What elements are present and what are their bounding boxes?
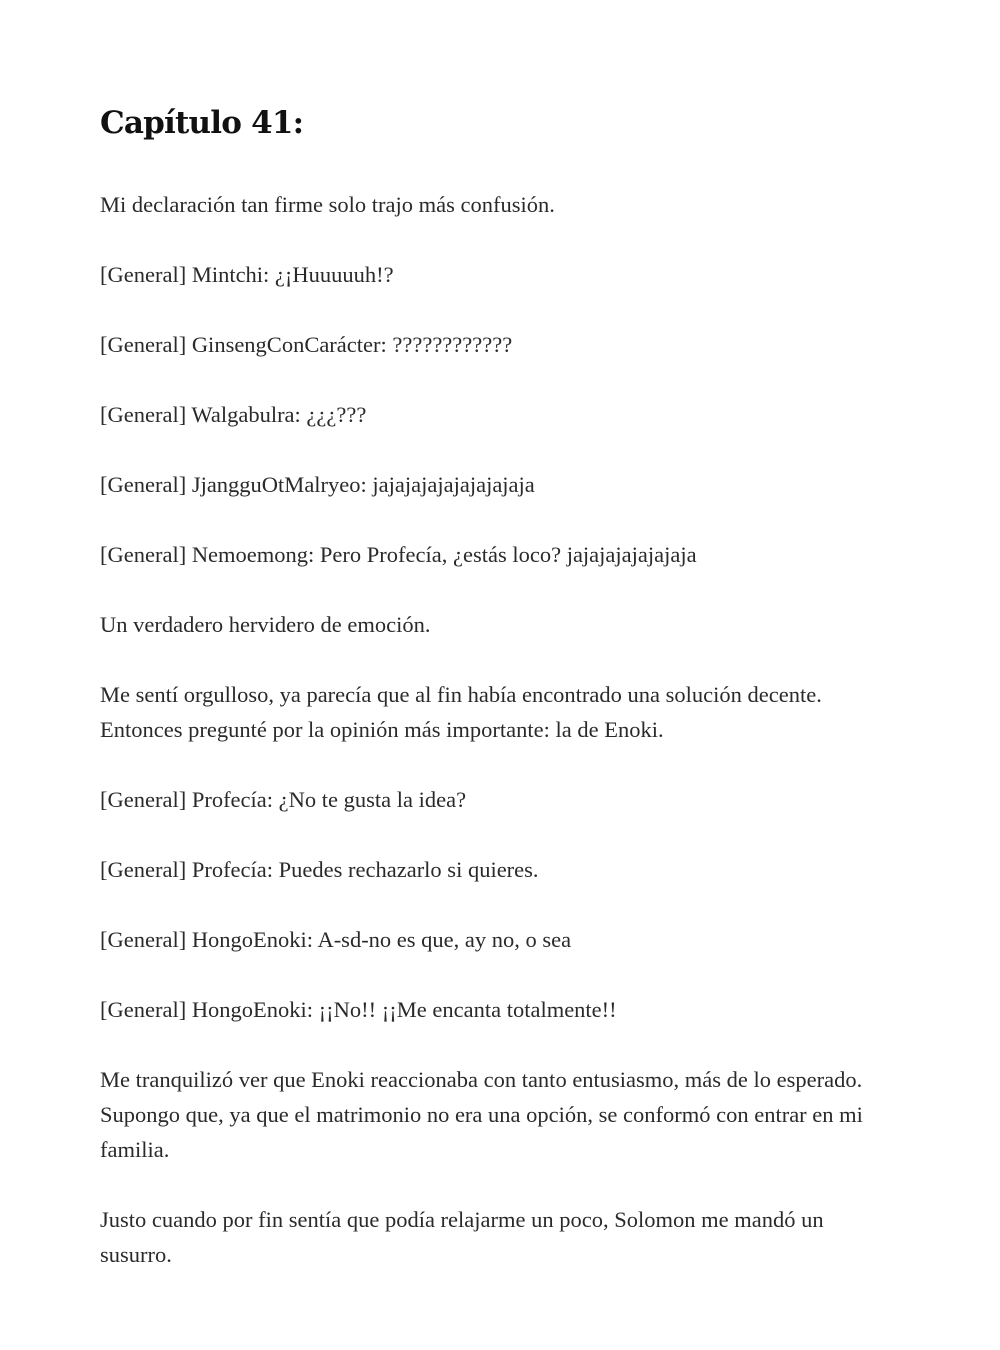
chat-message: [General] Nemoemong: Pero Profecía, ¿estás loco? jajajajajajajaja: [100, 542, 697, 567]
chat-message: [General] JjangguOtMalryeo: jajajajajajajajajaja: [100, 472, 535, 497]
narration-paragraph: Me sentí orgulloso, ya parecía que al fin había encontrado una solución decente. Entonces pregunté por la opinión más importante: la de Enoki.: [100, 682, 822, 742]
chat-message: [General] HongoEnoki: A-sd-no es que, ay no, o sea: [100, 927, 572, 952]
chat-message: [General] Profecía: Puedes rechazarlo si quieres.: [100, 857, 539, 882]
chat-message: [General] GinsengConCarácter: ????????????: [100, 332, 513, 357]
narration-paragraph: Me tranquilizó ver que Enoki reaccionaba con tanto entusiasmo, más de lo esperado. Supongo que, ya que el matrimonio no era una opción, se conformó con entrar en mi familia.: [100, 1067, 863, 1162]
chat-message: [General] Mintchi: ¿¡Huuuuuh!?: [100, 262, 394, 287]
narration-paragraph: Un verdadero hervidero de emoción.: [100, 612, 431, 637]
chat-message: [General] Walgabulra: ¿¿¿???: [100, 402, 367, 427]
narration-paragraph: Justo cuando por fin sentía que podía relajarme un poco, Solomon me mandó un susurro.: [100, 1207, 824, 1267]
chat-message: [General] Profecía: ¿No te gusta la idea?: [100, 787, 467, 812]
chat-message: [General] HongoEnoki: ¡¡No!! ¡¡Me encanta totalmente!!: [100, 997, 617, 1022]
narration-paragraph: Mi declaración tan firme solo trajo más confusión.: [100, 192, 555, 217]
chapter-title: Capítulo 41:: [100, 105, 304, 141]
